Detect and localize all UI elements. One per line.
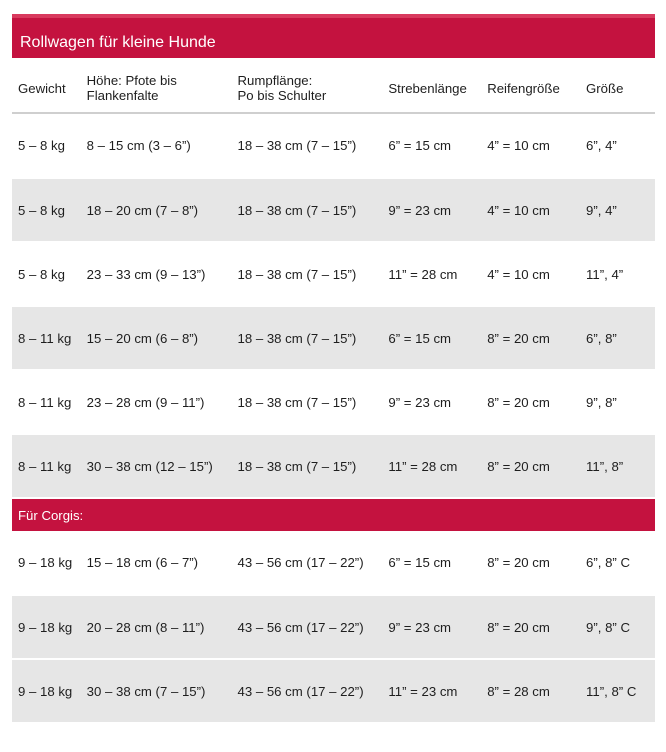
cell-size: 9”, 8” C xyxy=(586,619,630,635)
table-title-bar xyxy=(12,14,655,58)
cell-body-length: 43 – 56 cm (17 – 22”) xyxy=(237,683,364,699)
cell-weight: 9 – 18 kg xyxy=(18,683,73,699)
table-header xyxy=(12,64,655,112)
table-title: Rollwagen für kleine Hunde xyxy=(20,34,216,51)
cell-tire-size: 8” = 20 cm xyxy=(487,458,550,474)
cell-strut-length: 11” = 23 cm xyxy=(388,683,458,699)
cell-weight: 9 – 18 kg xyxy=(18,619,73,635)
table-row xyxy=(12,306,655,370)
cell-tire-size: 4” = 10 cm xyxy=(487,266,550,282)
header-body-length: Rumpflänge: Po bis Schulter xyxy=(237,73,327,103)
cell-size: 6”, 4” xyxy=(586,138,617,153)
cell-weight: 5 – 8 kg xyxy=(18,138,65,153)
cell-height: 23 – 28 cm (9 – 11”) xyxy=(86,394,205,410)
table-row xyxy=(12,531,655,595)
cell-height: 15 – 18 cm (6 – 7”) xyxy=(86,555,199,570)
cell-strut-length: 6” = 15 cm xyxy=(388,330,452,346)
cell-strut-length: 11” = 28 cm xyxy=(388,266,458,282)
cell-size: 11”, 4” xyxy=(586,266,624,282)
table-row xyxy=(12,434,655,498)
cell-size: 9”, 4” xyxy=(586,202,617,218)
table-row xyxy=(12,178,655,242)
cell-height: 30 – 38 cm (12 – 15”) xyxy=(86,458,213,474)
header-size: Größe xyxy=(586,80,624,96)
header-weight: Gewicht xyxy=(18,80,66,96)
cell-tire-size: 8” = 20 cm xyxy=(487,555,550,570)
cell-size: 11”, 8” C xyxy=(586,683,637,699)
table-row xyxy=(12,242,655,306)
cell-size: 6”, 8” C xyxy=(586,555,630,570)
cell-strut-length: 9” = 23 cm xyxy=(388,619,452,635)
corgi-section-header xyxy=(12,498,655,531)
cell-tire-size: 8” = 20 cm xyxy=(487,619,550,635)
cell-weight: 9 – 18 kg xyxy=(18,555,73,570)
table-row xyxy=(12,659,655,723)
table-row xyxy=(12,595,655,659)
cell-height: 20 – 28 cm (8 – 11”) xyxy=(86,619,205,635)
header-tire-size: Reifengröße xyxy=(487,80,560,96)
corgi-section-label: Für Corgis: xyxy=(12,498,655,531)
cell-body-length: 18 – 38 cm (7 – 15”) xyxy=(237,138,357,153)
cell-tire-size: 4” = 10 cm xyxy=(487,202,550,218)
header-strut-length: Strebenlänge xyxy=(388,80,467,96)
cell-tire-size: 8” = 20 cm xyxy=(487,394,550,410)
cell-body-length: 18 – 38 cm (7 – 15”) xyxy=(237,266,357,282)
cell-weight: 5 – 8 kg xyxy=(18,202,65,218)
cell-size: 11”, 8” xyxy=(586,458,624,474)
cell-tire-size: 4” = 10 cm xyxy=(487,138,550,153)
cell-strut-length: 9” = 23 cm xyxy=(388,394,452,410)
cell-weight: 8 – 11 kg xyxy=(18,394,72,410)
cell-height: 15 – 20 cm (6 – 8”) xyxy=(86,330,199,346)
cell-weight: 8 – 11 kg xyxy=(18,330,72,346)
cell-height: 30 – 38 cm (7 – 15”) xyxy=(86,683,206,699)
cell-body-length: 43 – 56 cm (17 – 22”) xyxy=(237,619,364,635)
cell-body-length: 18 – 38 cm (7 – 15”) xyxy=(237,458,357,474)
cell-height: 8 – 15 cm (3 – 6”) xyxy=(86,138,191,153)
cell-strut-length: 6” = 15 cm xyxy=(388,138,452,153)
cell-size: 6”, 8” xyxy=(586,330,617,346)
cell-height: 23 – 33 cm (9 – 13”) xyxy=(86,266,206,282)
cell-weight: 5 – 8 kg xyxy=(18,266,65,282)
table-row xyxy=(12,114,655,178)
cell-tire-size: 8” = 28 cm xyxy=(487,683,550,699)
cell-tire-size: 8” = 20 cm xyxy=(487,330,550,346)
cell-weight: 8 – 11 kg xyxy=(18,458,72,474)
cell-body-length: 18 – 38 cm (7 – 15”) xyxy=(237,330,357,346)
cell-strut-length: 11” = 28 cm xyxy=(388,458,458,474)
cell-body-length: 43 – 56 cm (17 – 22”) xyxy=(237,555,364,570)
cell-body-length: 18 – 38 cm (7 – 15”) xyxy=(237,202,357,218)
cell-strut-length: 9” = 23 cm xyxy=(388,202,452,218)
cell-strut-length: 6” = 15 cm xyxy=(388,555,452,570)
cell-size: 9”, 8” xyxy=(586,394,617,410)
cell-height: 18 – 20 cm (7 – 8”) xyxy=(86,202,199,218)
table-row xyxy=(12,370,655,434)
cell-body-length: 18 – 38 cm (7 – 15”) xyxy=(237,394,357,410)
size-table-panel xyxy=(12,14,655,724)
size-table xyxy=(12,64,655,724)
header-height: Höhe: Pfote bis Flankenfalte xyxy=(86,73,177,103)
